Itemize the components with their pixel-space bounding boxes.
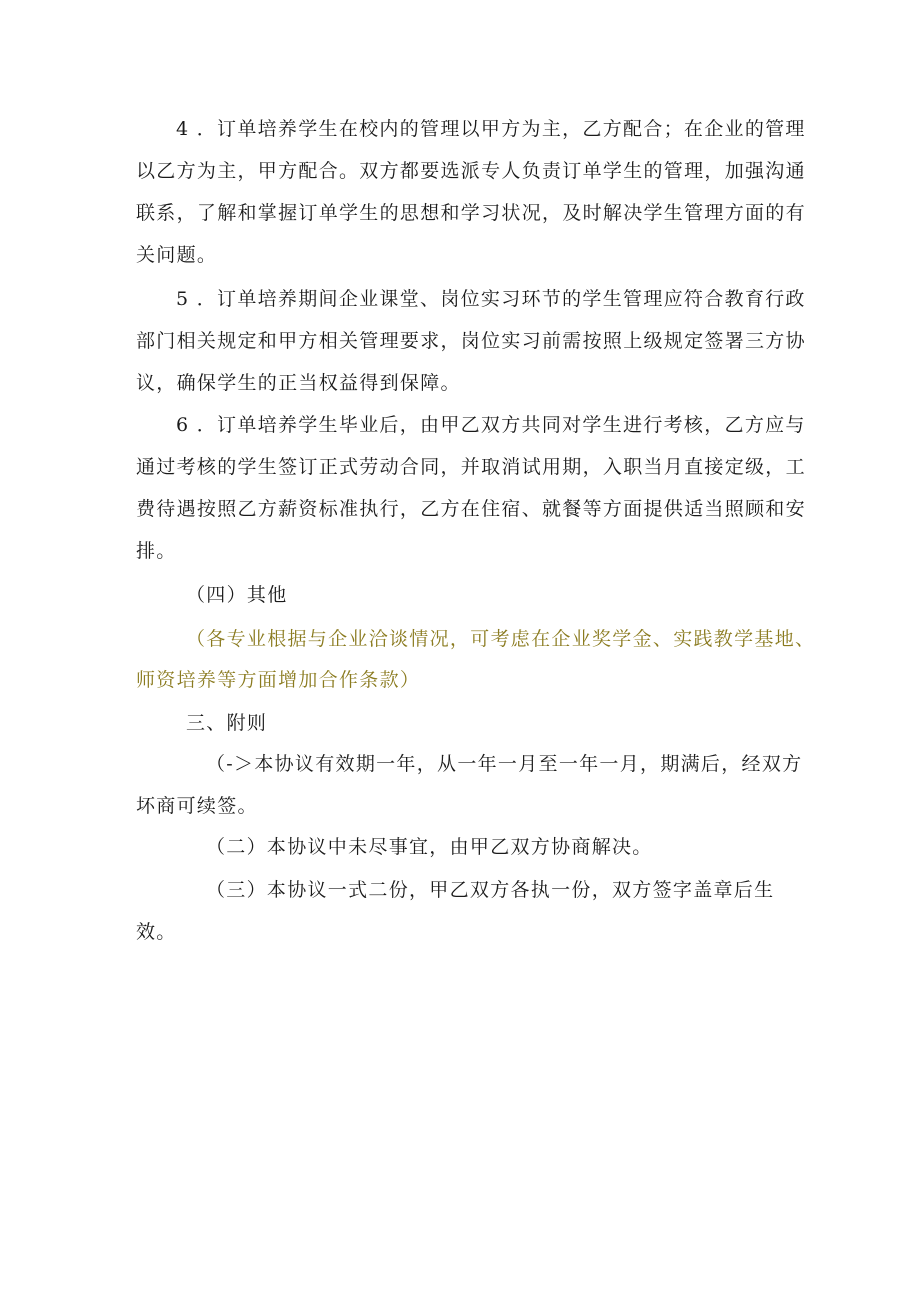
- item5-line-1: 5 ．订单培养期间企业课堂、岗位实习环节的学生管理应符合教育行政: [176, 288, 806, 310]
- item5-line-2: 部门相关规定和甲方相关管理要求，岗位实习前需按照上级规定签署三方协: [136, 330, 806, 352]
- item6-line-1: 6 ．订单培养学生毕业后，由甲乙双方共同对学生进行考核，乙方应与: [176, 414, 806, 436]
- appendix-clause1-line-2: 坏商可续签。: [136, 795, 258, 817]
- item6-line-2: 通过考核的学生签订正式劳动合同，并取消试用期，入职当月直接定级，工: [136, 456, 806, 478]
- item6-line-4: 排。: [136, 540, 177, 562]
- appendix-clause1-line-1: （-＞本协议有效期一年，从一年一月至一年一月，期满后，经双方: [206, 753, 803, 775]
- appendix-clause3-line-2: 效。: [136, 921, 177, 943]
- appendix-clause2: （二）本协议中未尽事宜，由甲乙双方协商解决。: [206, 836, 653, 858]
- appendix-clause3-line-1: （三）本协议一式二份，甲乙双方各执一份，双方签字盖章后生: [206, 879, 775, 901]
- section-other-note-line-2: 师资培养等方面增加合作条款）: [136, 669, 421, 691]
- item4-line-2: 以乙方为主，甲方配合。双方都要选派专人负责订单学生的管理，加强沟通: [136, 160, 806, 182]
- item4-line-3: 联系，了解和掌握订单学生的思想和学习状况，及时解决学生管理方面的有: [136, 202, 806, 224]
- item4-line-4: 关问题。: [136, 244, 218, 266]
- section-other-note-line-1: （各专业根据与企业洽谈情况，可考虑在企业奖学金、实践教学基地、: [186, 628, 816, 650]
- section-appendix-heading: 三、附则: [186, 712, 268, 734]
- item6-line-3: 费待遇按照乙方薪资标准执行，乙方在住宿、就餐等方面提供适当照顾和安: [136, 498, 806, 520]
- section-other-heading: （四）其他: [186, 584, 288, 606]
- item4-line-1: 4 ．订单培养学生在校内的管理以甲方为主，乙方配合；在企业的管理: [176, 118, 806, 140]
- item5-line-3: 议，确保学生的正当权益得到保障。: [136, 372, 461, 394]
